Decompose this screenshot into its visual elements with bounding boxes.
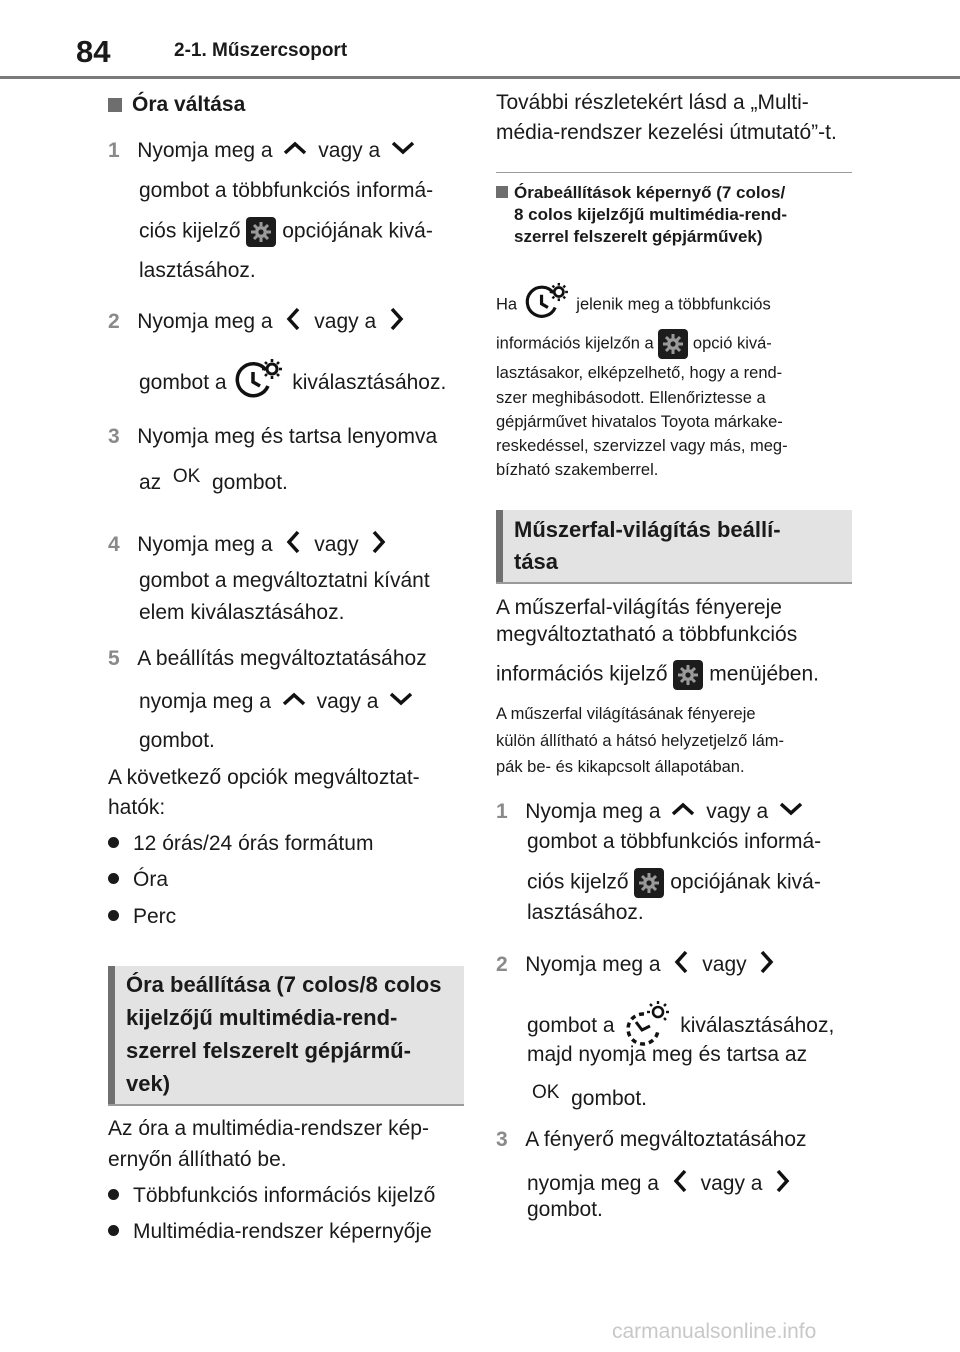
display-item: Többfunkciós információs kijelző xyxy=(108,1183,435,1209)
r-step-1-line-4: lasztásához. xyxy=(527,901,644,924)
chevron-left-icon xyxy=(665,1167,695,1202)
header-divider xyxy=(0,76,960,79)
chevron-right-icon xyxy=(768,1167,798,1202)
chevron-up-icon xyxy=(278,138,312,165)
chevron-right-icon xyxy=(382,305,412,340)
r-step-1-line-1: 1 Nyomja meg a vagy a xyxy=(496,799,808,826)
r-step-3-line-2: nyomja meg a vagy a xyxy=(527,1167,798,1202)
warning-line: szer meghibásodott. Ellenőriztesse a xyxy=(496,389,766,407)
note-line: külön állítható a hátsó helyzetjelző lám- xyxy=(496,732,784,750)
step-5-line-1: 5 A beállítás megváltoztatásához xyxy=(108,647,427,670)
box-title-line: Óra beállítása (7 colos/8 colos xyxy=(126,972,442,997)
chevron-left-icon xyxy=(278,305,308,340)
r-step-1-line-3: ciós kijelző opciójának kivá- xyxy=(527,868,821,898)
section-box-muszerfal-vilagitas xyxy=(496,510,852,584)
square-bullet-icon xyxy=(496,186,508,198)
box-title-line: vek) xyxy=(126,1071,171,1096)
chevron-left-icon xyxy=(666,948,696,983)
chevron-up-icon xyxy=(666,799,700,826)
warning-line: bízható szakemberrel. xyxy=(496,461,659,479)
watermark: carmanualsonline.info xyxy=(612,1320,817,1343)
sub-heading-line: 8 colos kijelzőjű multimédia-rend- xyxy=(514,205,787,224)
step-3-line-1: 3 Nyomja meg és tartsa lenyomva xyxy=(108,425,438,448)
box-title-line: tása xyxy=(514,549,559,574)
step-1-line-3: ciós kijelző opciójának kivá- xyxy=(139,217,433,247)
step-1-line-1: 1 Nyomja meg a vagy a xyxy=(108,138,420,165)
gear-icon xyxy=(673,660,703,690)
bullet-icon xyxy=(108,1189,119,1200)
ora-valtasa-heading: Óra váltása xyxy=(108,92,245,118)
warning-line: lasztásakor, elképzelhető, hogy a rend- xyxy=(496,364,783,382)
box-title-line: szerrel felszerelt gépjármű- xyxy=(126,1038,411,1063)
chevron-up-icon xyxy=(277,689,311,716)
chevron-left-icon xyxy=(278,528,308,563)
box-title-line: Műszerfal-világítás beállí- xyxy=(514,517,781,542)
option-item: 12 órás/24 órás formátum xyxy=(108,831,373,857)
chevron-right-icon xyxy=(364,528,394,563)
note-line: A műszerfal világításának fényereje xyxy=(496,705,756,723)
brightness-text: megváltoztatható a többfunkciós xyxy=(496,623,798,646)
divider xyxy=(496,172,852,173)
page-number: 84 xyxy=(76,34,111,69)
section-title: 2-1. Műszercsoport xyxy=(174,40,348,61)
bullet-icon xyxy=(108,910,119,921)
r-step-2-line-4: OK gombot. xyxy=(532,1082,648,1110)
r-step-3-line-1: 3 A fényerő megváltoztatásához xyxy=(496,1128,807,1151)
step-4-line-1: 4 Nyomja meg a vagy xyxy=(108,528,394,563)
box-title-line: kijelzőjű multimédia-rend- xyxy=(126,1005,398,1030)
chevron-down-icon xyxy=(384,689,418,716)
r-step-2-line-1: 2 Nyomja meg a vagy xyxy=(496,948,782,983)
sub-heading: Órabeállítások képernyő (7 colos/ xyxy=(496,182,785,204)
step-5-line-3: gombot. xyxy=(139,729,215,752)
clock-settings-icon xyxy=(522,282,572,328)
clock-text-2: ernyőn állítható be. xyxy=(108,1148,287,1171)
r-step-1-line-2: gombot a többfunkciós informá- xyxy=(527,830,822,853)
chevron-down-icon xyxy=(774,799,808,826)
note-line: pák be- és kikapcsolt állapotában. xyxy=(496,758,745,776)
bullet-icon xyxy=(108,837,119,848)
reference-text: További részletekért lásd a „Multi- xyxy=(496,91,809,114)
r-step-2-line-2: gombot a kiválasztásához, xyxy=(527,1000,834,1053)
warning-line-2: információs kijelzőn a opció kivá- xyxy=(496,329,772,359)
step-4-line-3: elem kiválasztásához. xyxy=(139,601,345,624)
brightness-text: A műszerfal-világítás fényereje xyxy=(496,596,782,619)
option-item: Óra xyxy=(108,867,168,893)
gear-icon xyxy=(634,868,664,898)
step-2-line-1: 2 Nyomja meg a vagy a xyxy=(108,305,412,340)
square-bullet-icon xyxy=(108,98,122,112)
warning-line-1: Ha jelenik meg a többfunkciós xyxy=(496,282,771,328)
bullet-icon xyxy=(108,1225,119,1236)
step-2-line-2: gombot a kiválasztásához. xyxy=(139,358,446,409)
step-1-line-2: gombot a többfunkciós informá- xyxy=(139,179,434,202)
section-box-ora-beallitasa xyxy=(108,966,464,1106)
clock-text: Az óra a multimédia-rendszer kép- xyxy=(108,1117,429,1140)
step-4-line-2: gombot a megváltoztatni kívánt xyxy=(139,569,430,592)
gear-icon xyxy=(658,329,688,359)
ok-button-symbol: OK xyxy=(532,1082,560,1103)
step-1-line-4: lasztásához. xyxy=(139,259,256,282)
display-item: Multimédia-rendszer képernyője xyxy=(108,1219,432,1245)
gear-icon xyxy=(246,217,276,247)
step-5-line-2: nyomja meg a vagy a xyxy=(139,689,418,716)
brightness-text-3: információs kijelző menüjében. xyxy=(496,660,819,690)
chevron-right-icon xyxy=(752,948,782,983)
clock-settings-icon xyxy=(232,358,286,409)
r-step-3-line-3: gombot. xyxy=(527,1198,603,1221)
chevron-down-icon xyxy=(386,138,420,165)
options-intro-2: hatók: xyxy=(108,796,166,819)
warning-line: reskedéssel, szervizzel vagy más, meg- xyxy=(496,437,788,455)
options-intro: A következő opciók megváltoztat- xyxy=(108,766,420,789)
reference-text-2: média-rendszer kezelési útmutató”-t. xyxy=(496,121,837,144)
step-3-line-2: az OK gombot. xyxy=(139,466,288,494)
bullet-icon xyxy=(108,873,119,884)
ok-button-symbol: OK xyxy=(172,466,201,487)
sub-heading-line: szerrel felszerelt gépjárművek) xyxy=(514,227,763,246)
r-step-2-line-3: majd nyomja meg és tartsa az xyxy=(527,1043,808,1066)
warning-line: gépjárművet hivatalos Toyota márkake- xyxy=(496,413,783,431)
option-item: Perc xyxy=(108,904,176,930)
